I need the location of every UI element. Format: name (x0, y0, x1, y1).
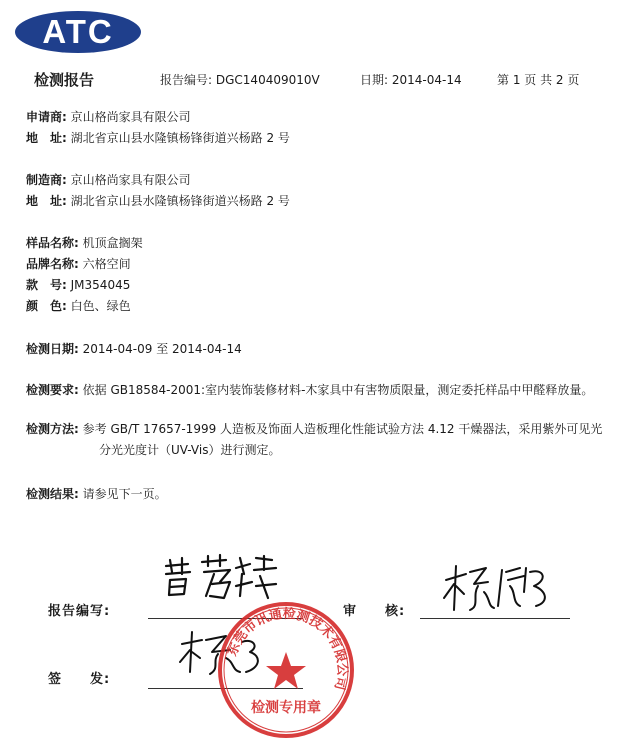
applicant-address-label: 地 址: (26, 131, 67, 145)
method-text-2: 分光光度计（UV-Vis）进行测定。 (99, 443, 281, 457)
brand-label: 品牌名称: (26, 257, 79, 271)
company-logo (14, 10, 142, 54)
model-row (26, 276, 130, 293)
report-number: DGC140409010V (215, 73, 320, 87)
method-text-1: 参考 GB/T 17657-1999 人造板及饰面人造板理化性能试验方法 4.12 干燥器法，采用紫外可见光 (82, 422, 603, 436)
reviewed-signature-line (420, 618, 570, 619)
prepared-by-label: 报告编写: (48, 604, 111, 619)
model-number: JM354045 (70, 278, 131, 292)
official-stamp (216, 600, 356, 740)
color-row (26, 297, 131, 314)
manufacturer-address: 湖北省京山县水隆镇杨锋街道兴杨路 2 号 (70, 194, 290, 208)
reviewed-by-label: 审 核: (343, 604, 406, 619)
color-label: 颜 色: (26, 299, 67, 313)
model-label: 款 号: (26, 278, 67, 292)
report-date-label: 日期: (360, 73, 389, 87)
manufacturer-row (26, 171, 191, 188)
sample-name: 机顶盒搁架 (82, 236, 143, 250)
manufacturer-address-label: 地 址: (26, 194, 67, 208)
report-title: 检测报告 (34, 71, 95, 89)
test-date-row (26, 340, 242, 357)
applicant-name: 京山格尚家具有限公司 (70, 110, 191, 124)
page-info: 第 1 页 共 2 页 (497, 73, 580, 87)
applicant-address-row (26, 129, 290, 146)
prepared-signature (160, 552, 280, 607)
result-row (26, 485, 167, 502)
manufacturer-label: 制造商: (26, 173, 67, 187)
report-number-label: 报告编号: (160, 73, 213, 87)
color-value: 白色、绿色 (70, 299, 131, 313)
applicant-row (26, 108, 191, 125)
issued-by-label: 签 发: (48, 672, 111, 687)
method-line-1 (26, 419, 602, 440)
stamp-ring-text: 东莞市讯通检测技术有限公司 (225, 606, 350, 692)
method-label: 检测方法: (26, 422, 79, 436)
applicant-label: 申请商: (26, 110, 67, 124)
report-number-field (160, 71, 320, 88)
manufacturer-name: 京山格尚家具有限公司 (70, 173, 191, 187)
applicant-address: 湖北省京山县水隆镇杨锋街道兴杨路 2 号 (70, 131, 290, 145)
result-text: 请参见下一页。 (82, 487, 167, 501)
brand-row (26, 255, 131, 272)
method-block (26, 419, 602, 461)
logo-text: ATC (42, 13, 114, 50)
report-date-field (360, 71, 462, 88)
stamp-center-text: 检测专用章 (251, 700, 321, 716)
sample-name-label: 样品名称: (26, 236, 79, 250)
brand-name: 六格空间 (82, 257, 131, 271)
result-label: 检测结果: (26, 487, 79, 501)
stamp-star-icon (266, 652, 306, 689)
test-date-label: 检测日期: (26, 342, 79, 356)
requirement-row (26, 381, 593, 398)
report-date: 2014-04-14 (391, 73, 462, 87)
reviewed-signature (440, 562, 560, 617)
manufacturer-address-row (26, 192, 290, 209)
requirement-label: 检测要求: (26, 383, 79, 397)
test-date-range: 2014-04-09 至 2014-04-14 (82, 342, 242, 356)
sample-name-row (26, 234, 143, 251)
requirement-text: 依据 GB18584-2001:室内装饰装修材料-木家具中有害物质限量，测定委托样品中甲醛释放量。 (82, 383, 594, 397)
